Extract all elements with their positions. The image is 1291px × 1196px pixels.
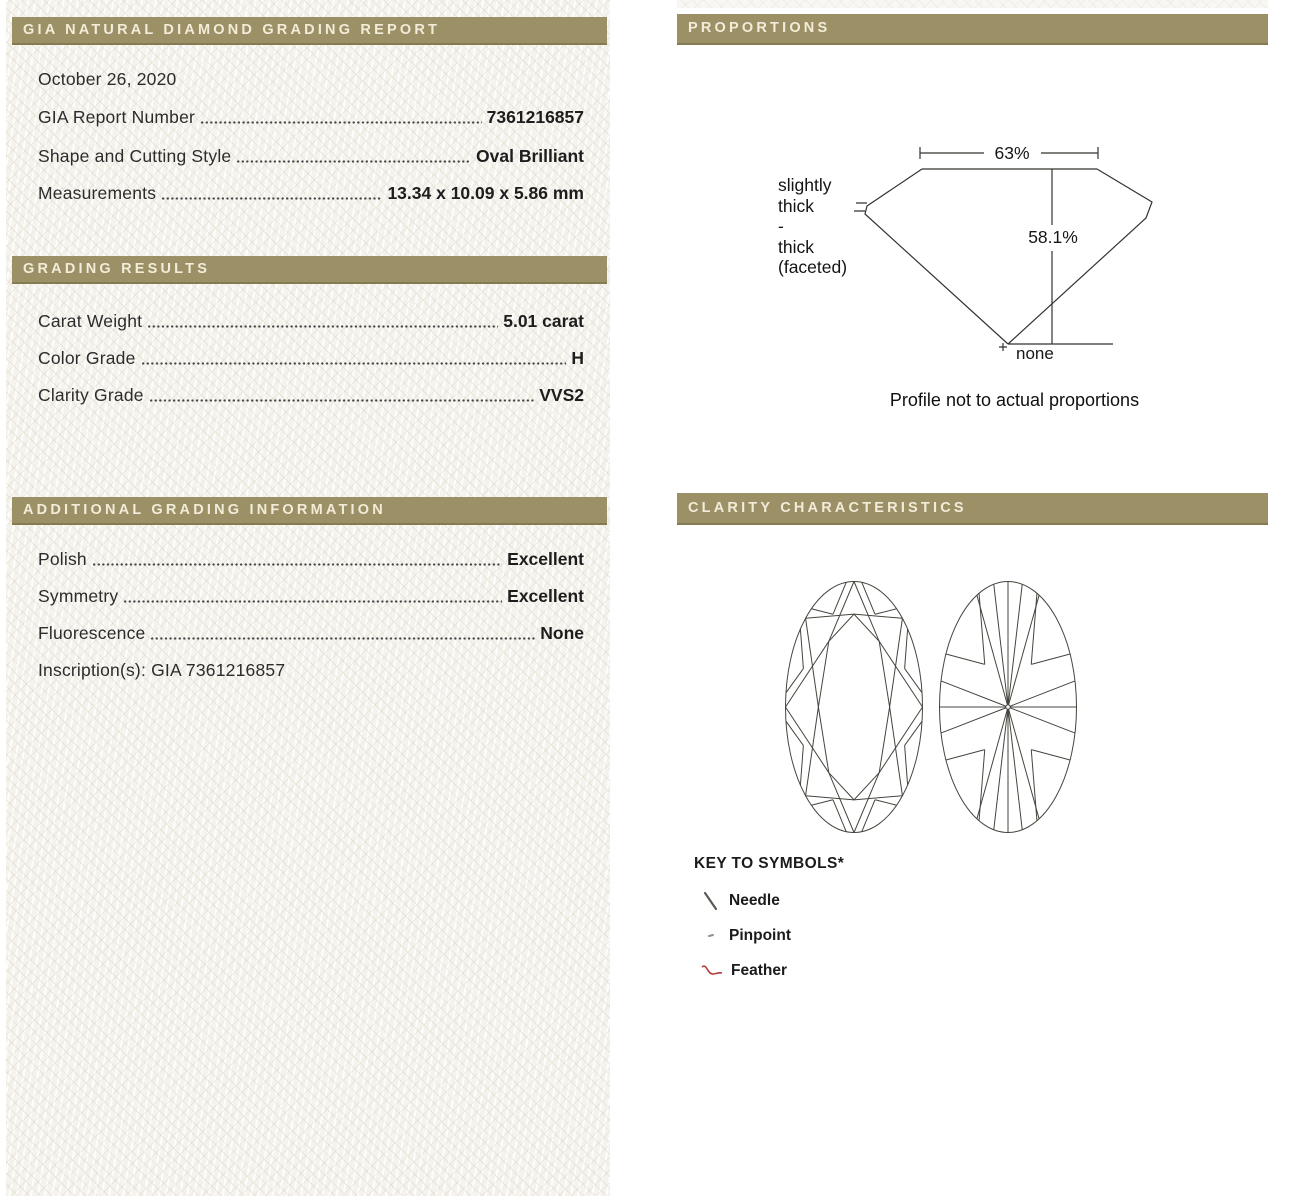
table-row (38, 548, 584, 570)
report-header-bar (12, 17, 607, 45)
table-row (38, 182, 584, 204)
grading-results-header-bar (12, 256, 607, 284)
dot-leader (150, 399, 535, 402)
row-value: 5.01 carat (503, 311, 584, 331)
row-label: Fluorescence (38, 623, 146, 643)
culet-label: none (1016, 344, 1054, 363)
row-label: Symmetry (38, 586, 119, 606)
row-label: Polish (38, 549, 87, 569)
profile-caption: Profile not to actual proportions (889, 390, 1140, 410)
depth-percent-label: 58.1% (1028, 227, 1078, 247)
row-value: H (571, 348, 584, 368)
additional-info-title: ADDITIONAL GRADING INFORMATION (23, 502, 386, 518)
table-row (38, 622, 584, 644)
girdle-label-line: thick (778, 236, 814, 257)
row-label: Shape and Cutting Style (38, 146, 232, 166)
girdle-label-line: thick (778, 195, 814, 216)
row-value: None (540, 623, 584, 643)
dot-leader (162, 197, 382, 200)
report-date-row (38, 68, 584, 90)
pinpoint-symbol-icon (700, 925, 722, 947)
dot-leader (124, 600, 502, 603)
key-row-pinpoint (700, 925, 791, 947)
girdle-label-line: (faceted) (778, 257, 848, 277)
feather-symbol-icon (700, 960, 724, 982)
row-value: 13.34 x 10.09 x 5.86 mm (387, 183, 584, 203)
report-date: October 26, 2020 (38, 69, 177, 89)
key-label: Pinpoint (729, 927, 791, 944)
grading-results-title: GRADING RESULTS (23, 261, 211, 277)
dot-leader (93, 563, 502, 566)
table-row (38, 384, 584, 406)
table-row (38, 585, 584, 607)
table-row (38, 145, 584, 167)
row-label: Color Grade (38, 348, 136, 368)
key-label: Needle (729, 892, 780, 909)
key-row-feather (700, 960, 787, 982)
row-label: Carat Weight (38, 311, 143, 331)
dot-leader (142, 362, 567, 365)
girdle-label-line: - (778, 216, 784, 236)
row-label: GIA Report Number (38, 107, 196, 127)
proportions-header-bar (677, 14, 1268, 45)
row-value: Excellent (507, 549, 584, 569)
clarity-title: CLARITY CHARACTERISTICS (688, 500, 967, 516)
row-value: 7361216857 (486, 107, 584, 127)
dot-leader (201, 121, 482, 124)
inscription-text: Inscription(s): GIA 7361216857 (38, 660, 286, 680)
needle-symbol-icon (700, 890, 722, 912)
table-row (38, 310, 584, 332)
dot-leader (148, 325, 498, 328)
key-label: Feather (731, 962, 787, 979)
top-pattern-strip (677, 0, 1268, 8)
dot-leader (237, 160, 471, 163)
row-value: Oval Brilliant (476, 146, 584, 166)
girdle-label-line: slightly (778, 175, 832, 195)
row-label: Clarity Grade (38, 385, 144, 405)
report-header-title: GIA NATURAL DIAMOND GRADING REPORT (23, 22, 441, 38)
dot-leader (151, 637, 535, 640)
table-percent-label: 63% (994, 143, 1030, 163)
table-row (38, 106, 584, 128)
inscription-row (38, 659, 584, 681)
pavilion-plot-diagram (934, 576, 1082, 838)
row-value: Excellent (507, 586, 584, 606)
table-row (38, 347, 584, 369)
proportions-title: PROPORTIONS (688, 20, 831, 36)
girdle-thickness-label (778, 175, 847, 278)
row-value: VVS2 (539, 385, 584, 405)
row-label: Measurements (38, 183, 157, 203)
key-to-symbols-title: KEY TO SYMBOLS* (694, 855, 845, 872)
clarity-header-bar (677, 493, 1268, 525)
crown-plot-diagram (780, 576, 928, 838)
key-row-needle (700, 890, 780, 912)
additional-info-header-bar (12, 497, 607, 525)
